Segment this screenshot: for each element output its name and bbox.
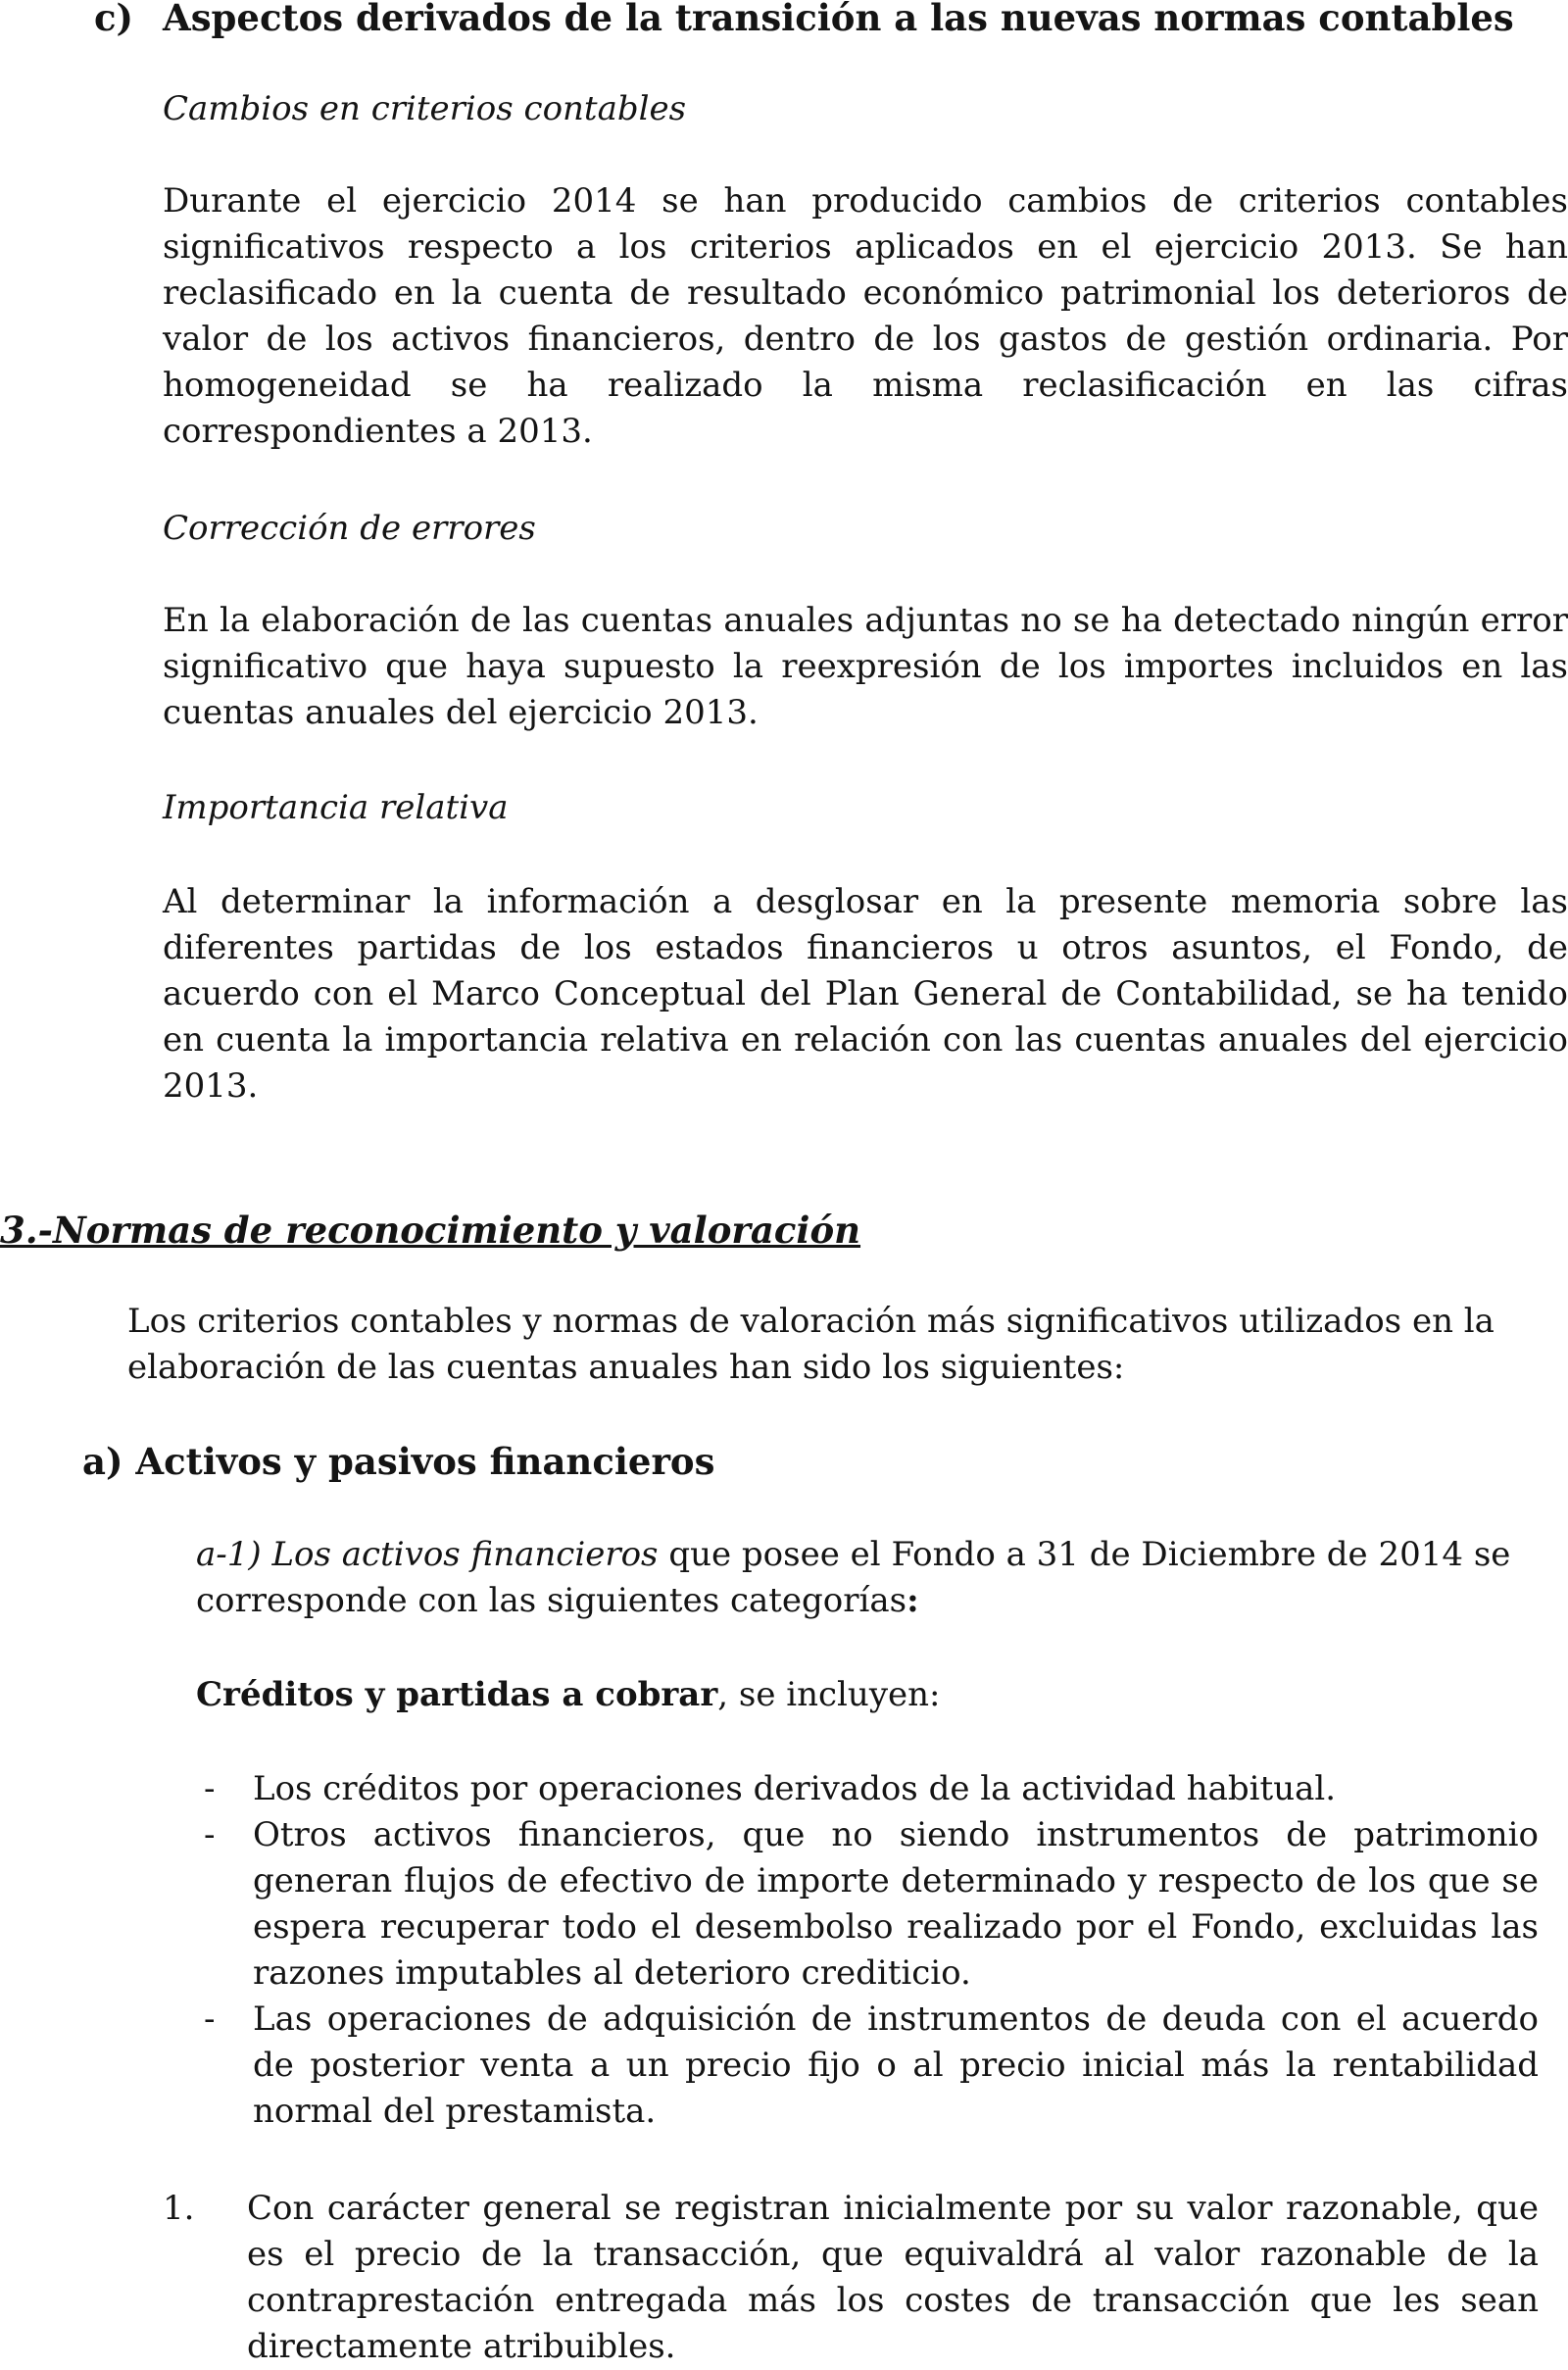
section-c-letter: c) (94, 0, 134, 39)
bullet-list (196, 1766, 1539, 2135)
bullet-text: Otros activos financieros, que no siendo instrumentos de patrimonio generan flujos de efectivo de importe determinado y respecto de los que se espera recuperar todo el desembolso realizado por el Fondo, excluidas las razones imputables al deterioro crediticio. (253, 1815, 1539, 1993)
numbered-marker: 1. (163, 2189, 195, 2228)
section-c-heading (94, 0, 1514, 39)
a1-colon: : (906, 1581, 919, 1620)
bullet-marker: - (204, 1769, 216, 1808)
section-3-intro: Los criterios contables y normas de valoración más significativos utilizados en la elaboración de las cuentas anuales han sido los siguientes: (127, 1302, 1494, 1387)
list-item (196, 1997, 1539, 2135)
a1-paragraph (196, 1532, 1539, 1624)
list-item (163, 2186, 1539, 2370)
creditos-label: Créditos y partidas a cobrar (196, 1675, 718, 1714)
creditos-text: , se incluyen: (717, 1675, 941, 1714)
a1-text: que posee el Fondo a 31 de Diciembre de 2014 se corresponde con las siguientes categorías (196, 1535, 1511, 1620)
bullet-marker: - (204, 1815, 216, 1854)
list-item (196, 1766, 1539, 1812)
section-3-heading: 3.-Normas de reconocimiento y valoración (0, 1209, 861, 1252)
bullet-text: Las operaciones de adquisición de instrumentos de deuda con el acuerdo de posterior venta a un precio fijo o al precio inicial más la rentabilidad normal del prestamista. (253, 2000, 1539, 2131)
errores-subtitle: Corrección de errores (163, 509, 536, 548)
errores-paragraph: En la elaboración de las cuentas anuales adjuntas no se ha detectado ningún error significativo que haya supuesto la reexpresión de los importes incluidos en las cuentas anuales del ejercicio 2013. (163, 601, 1568, 732)
cambios-subtitle: Cambios en criterios contables (163, 89, 687, 128)
importancia-paragraph: Al determinar la información a desglosar en la presente memoria sobre las diferentes partidas de los estados financieros u otros asuntos, el Fondo, de acuerdo con el Marco Conceptual del Plan General de Contabilidad, se ha tenido en cuenta la importancia relativa en relación con las cuentas anuales del ejercicio 2013. (163, 882, 1568, 1106)
creditos-line (196, 1672, 1539, 1718)
bullet-marker: - (204, 2000, 216, 2039)
numbered-list (163, 2186, 1539, 2370)
importancia-subtitle: Importancia relativa (163, 788, 509, 827)
section-c-title: Aspectos derivados de la transición a las nuevas normas contables (163, 0, 1514, 39)
a1-label: a-1) Los activos financieros (196, 1535, 659, 1574)
numbered-text: Con carácter general se registran inicialmente por su valor razonable, que es el precio de la transacción, que equivaldrá al valor razonable de la contraprestación entregada más los costes de transacción que les sean directamente atribuibles. (247, 2189, 1539, 2366)
list-item (196, 1812, 1539, 1997)
subsection-a-heading: a) Activos y pasivos financieros (82, 1440, 715, 1483)
bullet-text: Los créditos por operaciones derivados de la actividad habitual. (253, 1769, 1337, 1808)
cambios-paragraph: Durante el ejercicio 2014 se han producido cambios de criterios contables significativos respecto a los criterios aplicados en el ejercicio 2013. Se han reclasificado en la cuenta de resultado económico patrimonial los deterioros de valor de los activos financieros, dentro de los gastos de gestión ordinaria. Por homogeneidad se ha realizado la misma reclasificación en las cifras correspondientes a 2013. (163, 181, 1568, 451)
